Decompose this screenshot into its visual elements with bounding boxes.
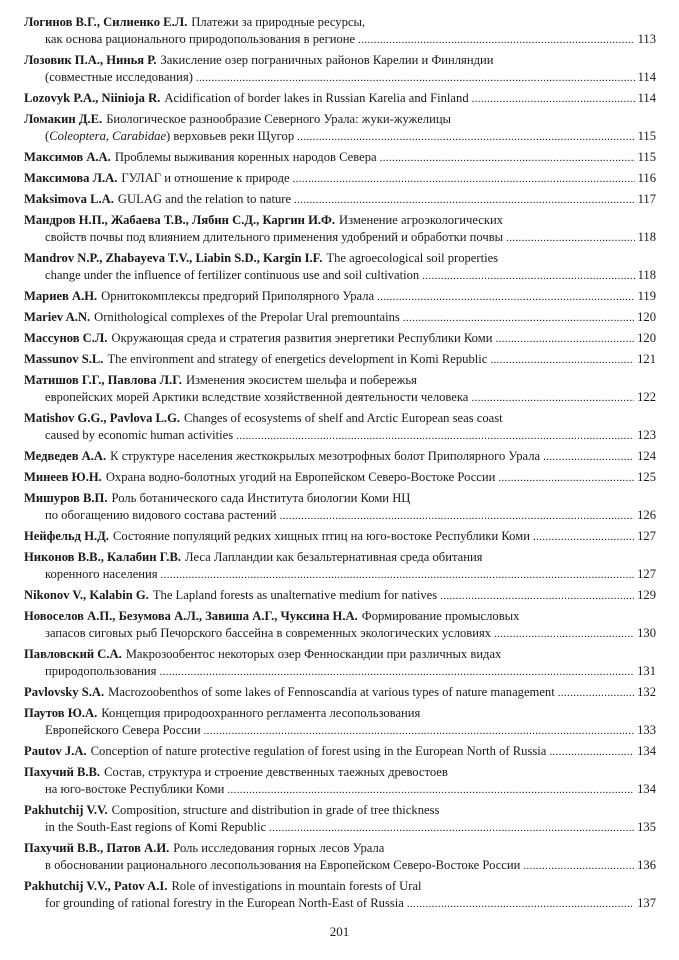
- entry-page: 117: [637, 192, 656, 206]
- entry-line: [24, 267, 656, 285]
- entry-title-line: [45, 819, 266, 837]
- entry-page: 116: [637, 171, 656, 185]
- entry-title-line: [111, 330, 492, 348]
- entry-authors: Pautov J.A.: [24, 744, 87, 758]
- entry-title-text: for grounding of rational forestry in the European North-East of Russia: [45, 896, 404, 910]
- entry-title-line: [153, 587, 437, 605]
- leader-dots: [549, 743, 634, 761]
- entry-title-text: Composition, structure and distribution in grade of tree thickness: [111, 803, 440, 817]
- entry-authors: Логинов В.Г., Силиенко Е.Л.: [24, 15, 188, 29]
- entry-title-text: как основа рационального природопользования в регионе: [45, 32, 356, 46]
- toc-entry[interactable]: [24, 111, 656, 146]
- toc-entry[interactable]: [24, 878, 656, 913]
- entry-title-text: Окружающая среда и стратегия развития энергетики Республики Коми: [111, 331, 493, 345]
- leader-dots: [377, 288, 634, 306]
- entry-title-text: Изменения экосистем шельфа и побережья: [185, 373, 417, 387]
- entry-title-line: [184, 410, 503, 427]
- entry-title-line: [108, 684, 555, 702]
- entry-page: 134: [637, 744, 656, 758]
- entry-title-line: [191, 14, 365, 31]
- leader-dots: [159, 663, 634, 681]
- entry-title-line: [112, 802, 440, 819]
- entry-line: [24, 90, 656, 108]
- leader-dots: [472, 90, 635, 108]
- entry-page: 135: [637, 820, 656, 834]
- toc-entry[interactable]: [24, 191, 656, 209]
- entry-title-text: К структуре населения жесткокрылых мезотрофных болот Приполярного Урала: [110, 449, 541, 463]
- entry-title-line: [164, 90, 468, 108]
- entry-line: [24, 625, 656, 643]
- entry-title-line: [94, 309, 400, 327]
- entry-title-text: change under the influence of fertilizer continuous use and soil cultivation: [45, 268, 420, 282]
- leader-dots: [471, 389, 634, 407]
- entry-line: [24, 608, 656, 625]
- entry-title-text: in the South-East regions of Komi Republic: [45, 820, 267, 834]
- entry-title-line: [45, 566, 158, 584]
- entry-title-line: [160, 52, 493, 69]
- entry-title-text: Состав, структура и строение девственных таежных древостоев: [104, 765, 448, 779]
- entry-page: 133: [637, 723, 656, 737]
- leader-dots: [494, 625, 634, 643]
- entry-page: 132: [637, 685, 656, 699]
- toc-entry[interactable]: [24, 490, 656, 525]
- entry-title-line: [45, 229, 503, 247]
- entry-title-text: Формирование промысловых: [361, 609, 520, 623]
- entry-authors: Лозовик П.А., Нинья Р.: [24, 53, 157, 67]
- entry-title-line: [45, 895, 404, 913]
- entry-authors: Массунов С.Л.: [24, 331, 108, 345]
- toc-entry[interactable]: [24, 351, 656, 369]
- entry-title-line: [107, 351, 487, 369]
- leader-dots: [358, 31, 634, 49]
- entry-page: 120: [637, 310, 656, 324]
- entry-title-line: [186, 372, 417, 389]
- toc-entry[interactable]: [24, 410, 656, 445]
- entry-title-text: запасов сиговых рыб Печорского бассейна в современных экологических условиях: [45, 626, 492, 640]
- entry-line: [24, 69, 656, 87]
- entry-title-line: [339, 212, 503, 229]
- entry-authors: Нейфельд Н.Д.: [24, 529, 109, 543]
- leader-dots: [543, 448, 634, 466]
- entry-title-line: [110, 448, 540, 466]
- entry-title-text: Платежи за природные ресурсы,: [191, 15, 366, 29]
- leader-dots: [533, 528, 634, 546]
- entry-line: [24, 802, 656, 819]
- entry-title-line: [104, 764, 448, 781]
- entry-line: [24, 170, 656, 188]
- toc-entry[interactable]: [24, 705, 656, 740]
- toc-entry[interactable]: [24, 14, 656, 49]
- entry-page: 130: [637, 626, 656, 640]
- entry-page: 123: [637, 428, 656, 442]
- entry-title-text: Role of investigations in mountain forests of Ural: [171, 879, 422, 893]
- entry-authors: Mandrov N.P., Zhabayeva T.V., Liabin S.D., Kargin I.F.: [24, 251, 323, 265]
- entry-authors: Maksimova L.A.: [24, 192, 114, 206]
- leader-dots: [279, 507, 634, 525]
- entry-title-text: The Lapland forests as unalternative medium for natives: [152, 588, 438, 602]
- entry-line: [24, 549, 656, 566]
- entry-authors: Новоселов А.П., Безумова А.Л., Завиша А.Г., Чуксина Н.А.: [24, 609, 358, 623]
- toc-entry[interactable]: [24, 469, 656, 487]
- entry-title-text: Acidification of border lakes in Russian Karelia and Finland: [164, 91, 469, 105]
- entry-page: 127: [637, 567, 656, 581]
- leader-dots: [294, 191, 635, 209]
- entry-line: [24, 330, 656, 348]
- entry-title-text: Роль исследования горных лесов Урала: [173, 841, 385, 855]
- toc-entry[interactable]: [24, 372, 656, 407]
- entry-title-line: [45, 427, 233, 445]
- entry-authors: Matishov G.G., Pavlova L.G.: [24, 411, 181, 425]
- entry-title-text: природопользования: [45, 664, 157, 678]
- entry-title-text: Охрана водно-болотных угодий на Европейском Северо-Востоке России: [105, 470, 496, 484]
- entry-title-line: [185, 549, 482, 566]
- entry-authors: Пахучий В.В.: [24, 765, 101, 779]
- entry-page: 119: [637, 289, 656, 303]
- leader-dots: [440, 587, 634, 605]
- entry-title-line: [45, 781, 224, 799]
- entry-authors: Mariev A.N.: [24, 310, 91, 324]
- entry-title-text: коренного населения: [45, 567, 158, 581]
- entry-page: 131: [637, 664, 656, 678]
- entry-title-text: Изменение агроэкологических: [339, 213, 503, 227]
- toc-entry[interactable]: [24, 840, 656, 875]
- entry-line: [24, 52, 656, 69]
- entry-line: [24, 705, 656, 722]
- toc-entry[interactable]: [24, 608, 656, 643]
- entry-authors: Мандров Н.П., Жабаева Т.В., Лябин С.Д., Каргин И.Ф.: [24, 213, 335, 227]
- entry-page: 124: [637, 449, 656, 463]
- entry-authors: Мишуров В.П.: [24, 491, 108, 505]
- entry-line: [24, 819, 656, 837]
- entry-title-text: Закисление озер пограничных районов Карелии и Финляндии: [160, 53, 494, 67]
- page-number: 201: [329, 924, 350, 939]
- entry-authors: Пахучий В.В., Патов А.И.: [24, 841, 170, 855]
- entry-title-text: (: [45, 129, 50, 143]
- entry-title-text: по обогащению видового состава растений: [45, 508, 277, 522]
- toc-entry[interactable]: [24, 764, 656, 799]
- toc-entry[interactable]: [24, 802, 656, 837]
- entry-title-text: Леса Лапландии как безальтернативная среда обитания: [185, 550, 483, 564]
- entry-authors: Pakhutchij V.V., Patov A.I.: [24, 879, 168, 893]
- entry-line: [24, 149, 656, 167]
- entry-line: [24, 507, 656, 525]
- entry-line: [24, 566, 656, 584]
- toc-entry[interactable]: [24, 743, 656, 761]
- leader-dots: [403, 309, 634, 327]
- leader-dots: [498, 469, 634, 487]
- entry-title-line: [45, 663, 156, 681]
- entry-line: [24, 427, 656, 445]
- toc-entry[interactable]: [24, 684, 656, 702]
- toc-entry[interactable]: [24, 309, 656, 327]
- entry-authors: Максимов А.А.: [24, 150, 111, 164]
- entry-title-text: caused by economic human activities: [45, 428, 234, 442]
- entry-page: 120: [637, 331, 656, 345]
- entry-page: 121: [637, 352, 656, 366]
- entry-title-text: The agroecological soil properties: [326, 251, 499, 265]
- entry-line: [24, 646, 656, 663]
- entry-line: [24, 722, 656, 740]
- entry-title-text: Ornithological complexes of the Prepolar Ural premountains: [94, 310, 400, 324]
- entry-authors: Мариев А.Н.: [24, 289, 98, 303]
- entry-title-line: [171, 878, 421, 895]
- entry-title-text: (совместные исследования): [45, 70, 193, 84]
- entry-title-text: Европейского Севера России: [45, 723, 201, 737]
- entry-title-line: [112, 490, 411, 507]
- entry-line: [24, 351, 656, 369]
- entry-title-line: [362, 608, 520, 625]
- leader-dots: [422, 267, 634, 285]
- entry-title-text: Макрозообентос некоторых озер Фенноскандии при различных видах: [125, 647, 502, 661]
- toc-entry[interactable]: [24, 212, 656, 247]
- toc-entry[interactable]: [24, 646, 656, 681]
- entry-title-text: ) верховьев реки Щугор: [166, 129, 295, 143]
- entry-line: [24, 840, 656, 857]
- entry-line: [24, 111, 656, 128]
- entry-page: 125: [637, 470, 656, 484]
- leader-dots: [227, 781, 634, 799]
- toc-entry[interactable]: [24, 587, 656, 605]
- toc-entry[interactable]: [24, 549, 656, 584]
- entry-title-text: Conception of nature protective regulation of forest using in the European North of Russia: [90, 744, 547, 758]
- leader-dots: [204, 722, 635, 740]
- entry-authors: Максимова Л.А.: [24, 171, 118, 185]
- entry-authors: Павловский С.А.: [24, 647, 122, 661]
- entry-line: [24, 743, 656, 761]
- entry-authors: Ломакин Д.Е.: [24, 112, 103, 126]
- entry-title-line: [45, 857, 520, 875]
- toc-entry[interactable]: [24, 288, 656, 306]
- leader-dots: [490, 351, 634, 369]
- toc-entry[interactable]: [24, 528, 656, 546]
- entry-title-line: [45, 625, 491, 643]
- entry-title-text: европейских морей Арктики вследствие хозяйственной деятельности человека: [45, 390, 469, 404]
- entry-authors: Медведев А.А.: [24, 449, 107, 463]
- entry-title-line: [45, 722, 201, 740]
- entry-title-line: [101, 705, 420, 722]
- entry-line: [24, 764, 656, 781]
- entry-title-text: Проблемы выживания коренных народов Севера: [114, 150, 377, 164]
- leader-dots: [558, 684, 634, 702]
- entry-line: [24, 587, 656, 605]
- entry-line: [24, 250, 656, 267]
- toc-entry[interactable]: [24, 170, 656, 188]
- entry-title-line: [45, 31, 355, 49]
- leader-dots: [161, 566, 635, 584]
- entry-title-text: Macrozoobenthos of some lakes of Fennoscandia at various types of nature management: [108, 685, 555, 699]
- entry-title-line: [45, 128, 294, 146]
- entry-line: [24, 288, 656, 306]
- leader-dots: [523, 857, 634, 875]
- entry-page: 114: [637, 91, 656, 105]
- entry-title-line: [115, 149, 377, 167]
- entry-title-line: [113, 528, 530, 546]
- leader-dots: [196, 69, 635, 87]
- entry-title-text: Роль ботанического сада Института биологии Коми НЦ: [111, 491, 411, 505]
- entry-title-text: Состояние популяций редких хищных птиц на юго-востоке Республики Коми: [112, 529, 530, 543]
- entry-page: 118: [637, 268, 656, 282]
- entry-title-line: [91, 743, 547, 761]
- entry-page: 118: [637, 230, 656, 244]
- entry-authors: Минеев Ю.Н.: [24, 470, 102, 484]
- entry-title-text: Концепция природоохранного регламента лесопользования: [101, 706, 421, 720]
- leader-dots: [236, 427, 634, 445]
- entry-line: [24, 128, 656, 146]
- entry-title-line: [126, 646, 502, 663]
- entry-title-line: [45, 507, 276, 525]
- entry-title-line: [326, 250, 498, 267]
- entry-line: [24, 895, 656, 913]
- leader-dots: [407, 895, 634, 913]
- entry-line: [24, 528, 656, 546]
- entry-authors: Никонов В.В., Калабин Г.В.: [24, 550, 182, 564]
- leader-dots: [506, 229, 634, 247]
- leader-dots: [495, 330, 634, 348]
- toc-entry[interactable]: [24, 52, 656, 87]
- entry-title-line: [45, 69, 193, 87]
- toc-entry[interactable]: [24, 149, 656, 167]
- entry-page: 115: [637, 129, 656, 143]
- entry-title-text: Орнитокомплексы предгорий Приполярного Урала: [101, 289, 375, 303]
- entry-title-text: свойств почвы под влиянием длительного применения удобрений и обработки почвы: [45, 230, 504, 244]
- entry-title-line: [121, 170, 289, 188]
- entry-line: [24, 490, 656, 507]
- entry-page: 114: [637, 70, 656, 84]
- leader-dots: [380, 149, 635, 167]
- entry-title-text: на юго-востоке Республики Коми: [45, 782, 225, 796]
- entry-authors: Lozovyk P.A., Niinioja R.: [24, 91, 161, 105]
- entry-page: 129: [637, 588, 656, 602]
- entry-line: [24, 663, 656, 681]
- entry-line: [24, 781, 656, 799]
- entry-title-line: [173, 840, 384, 857]
- entry-authors: Паутов Ю.А.: [24, 706, 98, 720]
- entry-title-line: [45, 267, 419, 285]
- entry-title-line: [106, 111, 451, 128]
- table-of-contents: [24, 14, 656, 916]
- toc-entry[interactable]: [24, 448, 656, 466]
- entry-title-text: Changes of ecosystems of shelf and Arctic European seas coast: [184, 411, 503, 425]
- toc-entry[interactable]: [24, 330, 656, 348]
- entry-title-text: Биологическое разнообразие Северного Урала: жуки-жужелицы: [106, 112, 452, 126]
- entry-page: 134: [637, 782, 656, 796]
- entry-line: [24, 469, 656, 487]
- entry-title-text: ГУЛАГ и отношение к природе: [121, 171, 290, 185]
- entry-page: 137: [637, 896, 656, 910]
- entry-authors: Massunov S.L.: [24, 352, 104, 366]
- entry-line: [24, 309, 656, 327]
- entry-authors: Матишов Г.Г., Павлова Л.Г.: [24, 373, 182, 387]
- entry-page: 126: [637, 508, 656, 522]
- entry-line: [24, 372, 656, 389]
- entry-line: [24, 389, 656, 407]
- entry-title-line: [106, 469, 496, 487]
- entry-authors: Nikonov V., Kalabin G.: [24, 588, 149, 602]
- entry-line: [24, 448, 656, 466]
- entry-title-italic: Coleoptera, Carabidae: [49, 129, 167, 143]
- toc-entry[interactable]: [24, 90, 656, 108]
- entry-authors: Pavlovsky S.A.: [24, 685, 105, 699]
- entry-title-text: GULAG and the relation to nature: [117, 192, 292, 206]
- entry-line: [24, 684, 656, 702]
- entry-title-line: [45, 389, 468, 407]
- entry-page: 122: [637, 390, 656, 404]
- entry-line: [24, 878, 656, 895]
- leader-dots: [297, 128, 634, 146]
- leader-dots: [293, 170, 635, 188]
- entry-line: [24, 14, 656, 31]
- entry-line: [24, 191, 656, 209]
- toc-entry[interactable]: [24, 250, 656, 285]
- leader-dots: [269, 819, 634, 837]
- entry-page: 127: [637, 529, 656, 543]
- entry-page: 136: [637, 858, 656, 872]
- entry-authors: Pakhutchij V.V.: [24, 803, 108, 817]
- entry-title-line: [118, 191, 291, 209]
- entry-line: [24, 31, 656, 49]
- entry-title-text: в обосновании рационального лесопользования на Европейском Северо-Востоке России: [45, 858, 521, 872]
- entry-page: 115: [637, 150, 656, 164]
- entry-title-text: The environment and strategy of energetics development in Komi Republic: [107, 352, 488, 366]
- entry-line: [24, 410, 656, 427]
- entry-line: [24, 229, 656, 247]
- entry-page: 113: [637, 32, 656, 46]
- entry-line: [24, 212, 656, 229]
- entry-title-line: [101, 288, 374, 306]
- entry-line: [24, 857, 656, 875]
